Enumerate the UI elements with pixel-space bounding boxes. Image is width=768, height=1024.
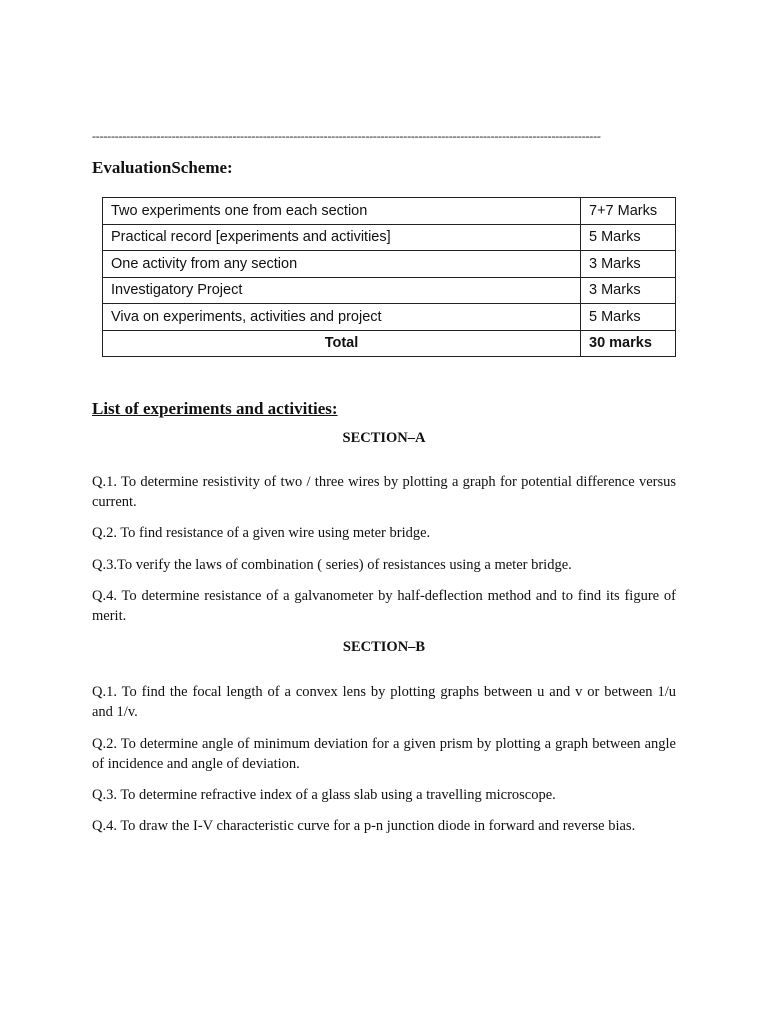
table-row <box>103 277 676 304</box>
evaluation-scheme-heading: EvaluationScheme: <box>92 158 233 177</box>
scheme-marks: 7+7 Marks <box>581 198 676 225</box>
table-row <box>103 304 676 331</box>
question-b1: Q.1. To find the focal length of a convex lens by plotting graphs between u and v or between 1/u and 1/v. <box>92 684 676 720</box>
experiments-list-heading: List of experiments and activities: <box>92 399 338 418</box>
question-a4: Q.4. To determine resistance of a galvanometer by half-deflection method and to find its figure of merit. <box>92 588 676 624</box>
question-b3: Q.3. To determine refractive index of a glass slab using a travelling microscope. <box>92 787 556 803</box>
scheme-marks: 5 Marks <box>581 304 676 331</box>
section-a-title <box>0 430 768 447</box>
scheme-marks: 3 Marks <box>581 277 676 304</box>
total-marks: 30 marks <box>581 330 676 357</box>
evaluation-scheme-table <box>102 197 676 357</box>
scheme-item: One activity from any section <box>103 251 581 278</box>
dashed-divider: -------------------------------------------------------------------------------------------------------------------------------------- <box>92 129 601 143</box>
question-b4: Q.4. To draw the I-V characteristic curve for a p-n junction diode in forward and reverse bias. <box>92 818 636 834</box>
question-b2: Q.2. To determine angle of minimum deviation for a given prism by plotting a graph between angle of incidence and angle of deviation. <box>92 736 676 772</box>
section-b-title-text: SECTION–B <box>342 639 426 655</box>
total-label: Total <box>103 330 581 357</box>
table-row <box>103 198 676 225</box>
scheme-marks: 5 Marks <box>581 224 676 251</box>
table-row <box>103 251 676 278</box>
question-a1: Q.1. To determine resistivity of two / three wires by plotting a graph for potential difference versus current. <box>92 474 676 510</box>
scheme-item: Investigatory Project <box>103 277 581 304</box>
scheme-item: Practical record [experiments and activities] <box>103 224 581 251</box>
scheme-item: Two experiments one from each section <box>103 198 581 225</box>
section-a-title-text: SECTION–A <box>342 430 426 446</box>
table-total-row <box>103 330 676 357</box>
scheme-marks: 3 Marks <box>581 251 676 278</box>
question-a2: Q.2. To find resistance of a given wire using meter bridge. <box>92 525 431 541</box>
question-a3: Q.3.To verify the laws of combination ( series) of resistances using a meter bridge. <box>92 557 572 573</box>
section-b-title <box>0 639 768 656</box>
table-row <box>103 224 676 251</box>
scheme-item: Viva on experiments, activities and project <box>103 304 581 331</box>
